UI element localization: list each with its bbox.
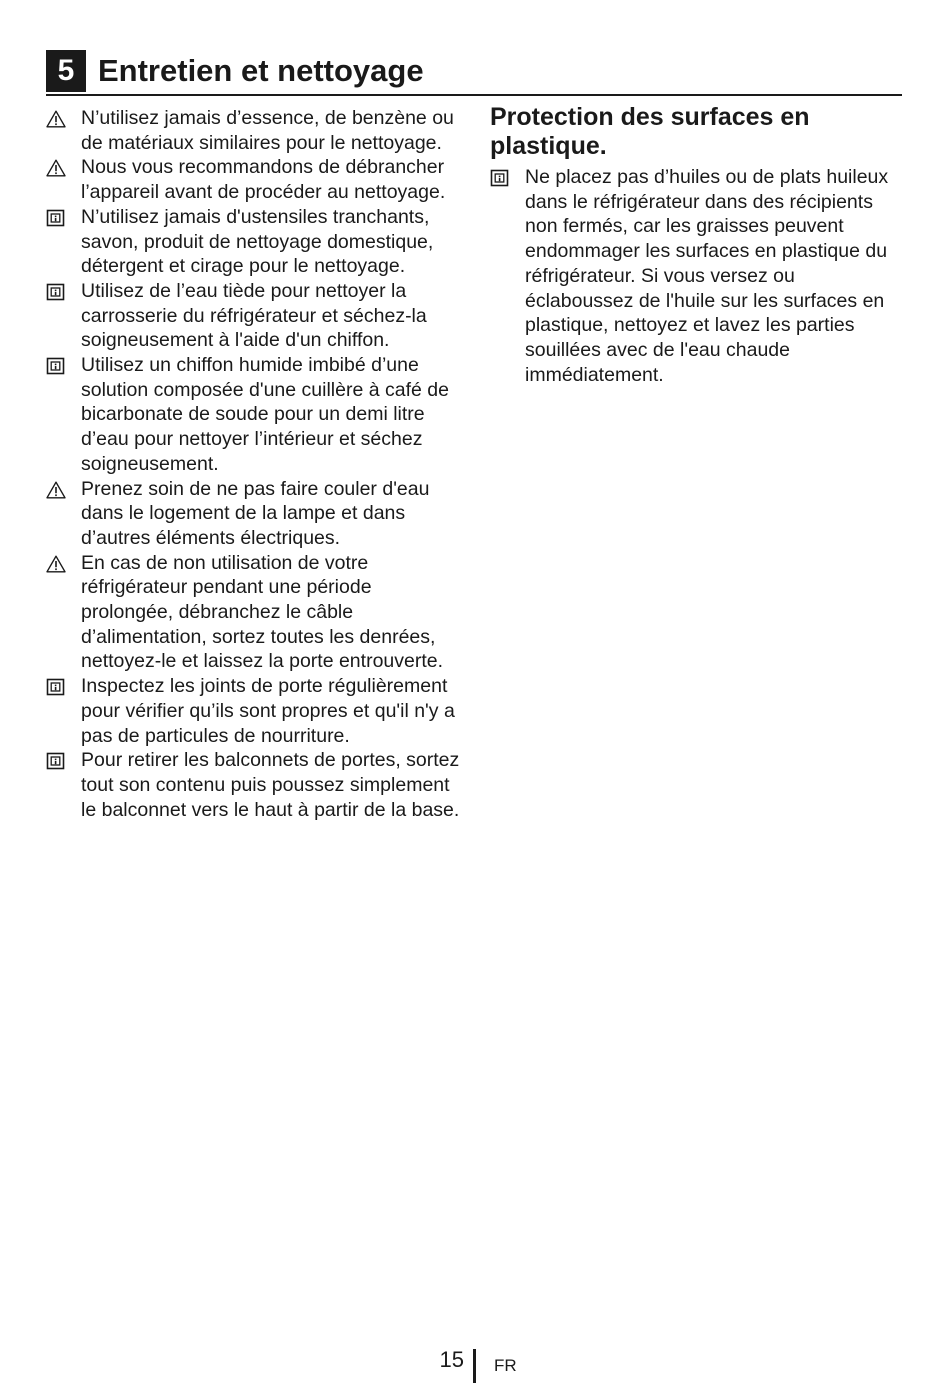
list-item (46, 353, 466, 477)
info-icon (46, 752, 66, 770)
section-title: Protection des surfaces en plastique. (490, 103, 810, 160)
list-item (46, 477, 466, 551)
info-icon (46, 283, 66, 301)
footer-divider (473, 1349, 476, 1383)
info-icon (46, 209, 66, 227)
list-item-text: N’utilisez jamais d'ustensiles tranchants, savon, produit de nettoyage domestique, détergent et cirage pour le nettoyage. (81, 205, 434, 278)
list-item-text: Pour retirer les balconnets de portes, sortez tout son contenu puis poussez simplement le balconnet vers le haut à partir de la base. (81, 749, 460, 821)
warning-icon (46, 481, 66, 499)
warning-icon (46, 555, 66, 573)
list-item (46, 748, 466, 822)
list-item (490, 165, 902, 387)
warning-icon (46, 110, 66, 128)
list-item-text: Utilisez de l’eau tiède pour nettoyer la carrosserie du réfrigérateur et séchez-la soigneusement à l'aide d'un chiffon. (81, 279, 427, 352)
info-icon (46, 678, 66, 696)
list-item-text: En cas de non utilisation de votre réfrigérateur pendant une période prolongée, débranchez le câble d’alimentation, sortez toutes les denrées, nettoyez-le et laissez la porte entrouverte. (81, 551, 444, 673)
list-item-text: Nous vous recommandons de débrancher l’appareil avant de procéder au nettoyage. (81, 156, 446, 204)
list-item (46, 551, 466, 675)
list-item (46, 674, 466, 748)
language-code: FR (494, 1356, 517, 1375)
list-item (46, 155, 466, 204)
chapter-title: Entretien et nettoyage (98, 53, 424, 88)
list-item-text: Inspectez les joints de porte régulièrement pour vérifier qu’ils sont propres et qu'il n'y a pas de particules de nourriture. (81, 675, 455, 747)
info-icon (46, 357, 66, 375)
list-item-text: N’utilisez jamais d’essence, de benzène ou de matériaux similaires pour le nettoyage. (81, 107, 454, 154)
list-item (46, 279, 466, 353)
list-item-text: Ne placez pas d’huiles ou de plats huileux dans le réfrigérateur dans des récipients non fermés, car les graisses peuvent endommager les surfaces en plastique du réfrigérateur. Si vous versez ou éclaboussez de l'huile sur les surfaces en plastique, nettoyez et lavez les parties souillées avec de l'eau chaude immédiatement. (525, 166, 889, 386)
right-column (490, 103, 902, 387)
list-item (46, 205, 466, 279)
chapter-number: 5 (46, 50, 86, 92)
chapter-header (46, 50, 902, 96)
list-item-text: Utilisez un chiffon humide imbibé d’une solution composée d'une cuillère à café de bicarbonate de soude pour un demi litre d’eau pour nettoyer l’intérieur et séchez soigneusement. (81, 354, 449, 475)
page-number: 15 (439, 1347, 464, 1372)
info-icon (490, 169, 510, 187)
warning-icon (46, 159, 66, 177)
list-item-text: Prenez soin de ne pas faire couler d'eau dans le logement de la lampe et dans d’autres éléments électriques. (81, 477, 430, 549)
list-item (46, 106, 466, 155)
left-column (46, 106, 466, 822)
